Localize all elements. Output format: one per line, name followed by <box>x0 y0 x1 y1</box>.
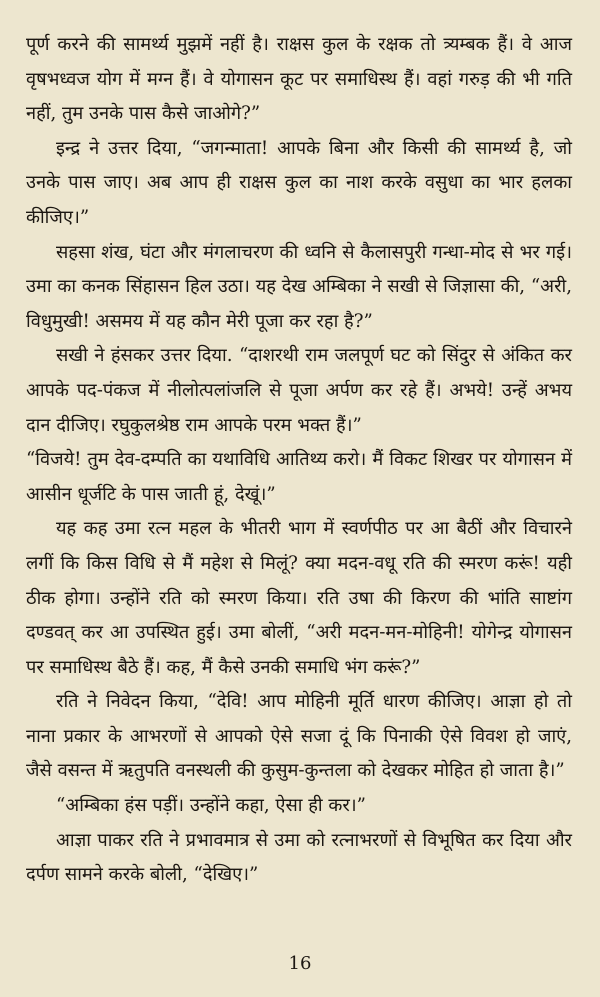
paragraph-4: सखी ने हंसकर उत्तर दिया. “दाशरथी राम जलपूर्ण घट को सिंदुर से अंकित कर आपके पद-पंकज में नीलोत्पलांजलि से पूजा अर्पण कर रहे हैं। अभये! उन्हें अभय दान दीजिए। रघुकुलश्रेष्ठ राम आपके परम भक्त हैं।” <box>26 345 572 436</box>
paragraph-6: यह कह उमा रत्न महल के भीतरी भाग में स्वर्णपीठ पर आ बैठीं और विचारने लगीं कि किस विधि से मैं महेश से मिलूं? क्या मदन-वधू रति की स्मरण करूं! यही ठीक होगा। उन्होंने रति को स्मरण किया। रति उषा की किरण की भांति साष्टांग दण्डवत् कर आ उपस्थित हुई। उमा बोलीं, “अरी मदन-मन-मोहिनी! योगेन्द्र योगासन पर समाधिस्थ बैठे हैं। कह, मैं कैसे उनकी समाधि भंग करूं?” <box>26 518 572 678</box>
paragraph-8: “अम्बिका हंस पड़ीं। उन्होंने कहा, ऐसा ही कर।” <box>56 795 366 817</box>
paragraph-1: पूर्ण करने की सामर्थ्य मुझमें नहीं है। राक्षस कुल के रक्षक तो त्र्यम्बक हैं। वे आज वृषभध्वज योग में मग्न हैं। वे योगासन कूट पर समाधिस्थ हैं। वहां गरुड़ की भी गति नहीं, तुम उनके पास कैसे जाओगे?” <box>26 34 572 125</box>
paragraph-3: सहसा शंख, घंटा और मंगलाचरण की ध्वनि से कैलासपुरी गन्धा-मोद से भर गई। उमा का कनक सिंहासन हिल उठा। यह देख अम्बिका ने सखी से जिज्ञासा की, “अरी, विधुमुखी! असमय में यह कौन मेरी पूजा कर रहा है?” <box>26 241 572 332</box>
page-number: 16 <box>288 953 312 974</box>
paragraph-5: “विजये! तुम देव-दम्पति का यथाविधि आतिथ्य करो। मैं विकट शिखर पर योगासन में आसीन धूर्जटि के पास जाती हूं, देखूं।” <box>26 449 572 505</box>
paragraph-7: रति ने निवेदन किया, “देवि! आप मोहिनी मूर्ति धारण कीजिए। आज्ञा हो तो नाना प्रकार के आभरणों से आपको ऐसे सजा दूं कि पिनाकी ऐसे विवश हो जाएं, जैसे वसन्त में ऋतुपति वनस्थली की कुसुम-कुन्तला को देखकर मोहित हो जाता है।” <box>26 691 572 782</box>
paragraph-2: इन्द्र ने उत्तर दिया, “जगन्माता! आपके बिना और किसी की सामर्थ्य है, जो उनके पास जाए। अब आप ही राक्षस कुल का नाश करके वसुधा का भार हलका कीजिए।” <box>26 137 572 228</box>
paragraph-9: आज्ञा पाकर रति ने प्रभावमात्र से उमा को रत्नाभरणों से विभूषित कर दिया और दर्पण सामने करके बोली, “देखिए।” <box>26 829 572 886</box>
page-body <box>26 28 572 893</box>
